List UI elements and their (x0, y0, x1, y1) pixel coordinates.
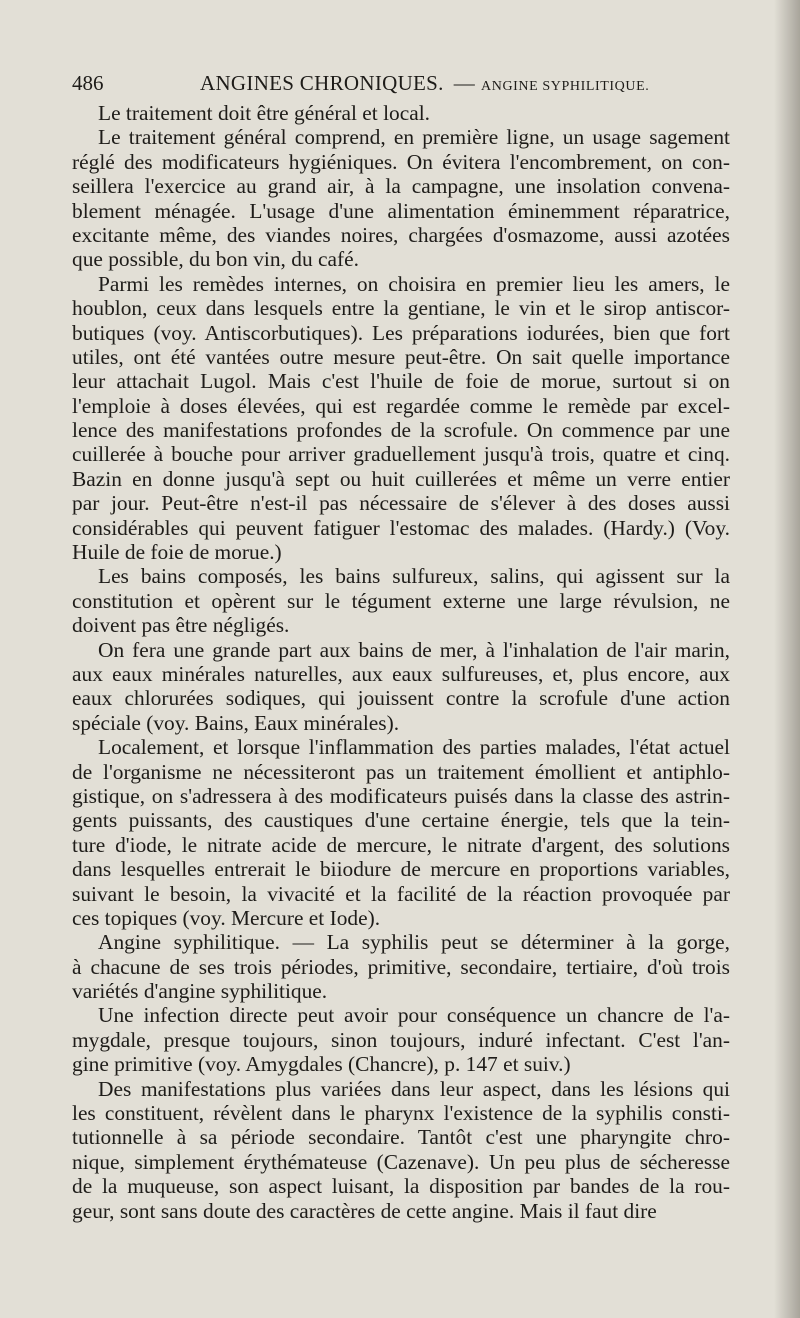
text-line: cuillerée à bouche pour arriver graduellement jusqu'à trois, quatre et cinq. (72, 442, 730, 467)
text-line: Angine syphilitique. — La syphilis peut se déterminer à la gorge, (98, 930, 730, 955)
text-line: dans lesquelles entrerait le biiodure de mercure en proportions variables, (72, 857, 730, 882)
text-line: eaux chlorurées sodiques, qui jouissent contre la scrofule d'une action (72, 686, 730, 711)
text-line: les constituent, révèlent dans le pharynx l'existence de la syphilis consti- (72, 1101, 730, 1126)
paragraph (72, 638, 730, 736)
text-line: On fera une grande part aux bains de mer, à l'inhalation de l'air marin, (98, 637, 730, 662)
text-line: geur, sont sans doute des caractères de cette angine. Mais il faut dire (72, 1198, 657, 1223)
text-line: blement ménagée. L'usage d'une alimentation éminemment réparatrice, (72, 198, 730, 223)
text-line: Une infection directe peut avoir pour conséquence un chancre de l'a- (98, 1003, 730, 1028)
text-line: à chacune de ses trois périodes, primitive, secondaire, tertiaire, d'où trois (72, 954, 730, 979)
text-line: gine primitive (voy. Amygdales (Chancre), p. 147 et suiv.) (72, 1052, 571, 1077)
paragraph (72, 125, 730, 271)
paragraph (72, 1003, 730, 1076)
text-line: aux eaux minérales naturelles, aux eaux sulfureuses, et, plus encore, aux (72, 661, 730, 686)
text-line: l'emploie à doses élevées, qui est regardée comme le remède par excel- (72, 393, 730, 418)
text-line: houblon, ceux dans lesquels entre la gentiane, le vin et le sirop antiscor- (72, 296, 730, 321)
running-title (200, 68, 649, 102)
text-line: Parmi les remèdes internes, on choisira en premier lieu les amers, le (98, 271, 730, 296)
text-line: par jour. Peut-être n'est-il pas nécessaire de s'élever à des doses aussi (72, 491, 730, 516)
text-line: constitution et opèrent sur le tégument externe une large révulsion, ne (72, 588, 730, 613)
paragraph (72, 101, 730, 125)
text-line: leur attachait Lugol. Mais c'est l'huile de foie de morue, surtout si on (72, 369, 730, 394)
text-line: Le traitement général comprend, en première ligne, un usage sagement (98, 125, 730, 150)
paragraph (72, 564, 730, 637)
text-line: tutionnelle à sa période secondaire. Tantôt c'est une pharyngite chro- (72, 1125, 730, 1150)
text-line: suivant le besoin, la vivacité et la facilité de la réaction provoquée par (72, 881, 730, 906)
text-line: que possible, du bon vin, du café. (72, 247, 359, 272)
text-line: considérables qui peuvent fatiguer l'estomac des malades. (Hardy.) (Voy. (72, 515, 730, 540)
text-line: lence des manifestations profondes de la scrofule. On commence par une (72, 418, 730, 443)
title-dash: — (453, 71, 476, 95)
text-line: gents puissants, des caustiques d'une certaine énergie, tels que la tein- (72, 808, 730, 833)
text-line: de la muqueuse, son aspect luisant, la disposition par bandes de la rou- (72, 1174, 730, 1199)
paragraph (72, 930, 730, 1003)
body-text (72, 101, 730, 1223)
text-line: Huile de foie de morue.) (72, 540, 282, 565)
text-line: butiques (voy. Antiscorbutiques). Les préparations iodurées, bien que fort (72, 320, 730, 345)
paragraph (72, 735, 730, 930)
text-line: spéciale (voy. Bains, Eaux minérales). (72, 710, 400, 735)
text-line: Le traitement doit être général et local. (98, 101, 430, 125)
text-line: mygdale, presque toujours, sinon toujours, induré infectant. C'est l'an- (72, 1027, 730, 1052)
section-subtitle: ANGINE SYPHILITIQUE. (481, 79, 650, 94)
text-line: doivent pas être négligés. (72, 613, 290, 638)
running-header (72, 68, 732, 98)
text-line: variétés d'angine syphilitique. (72, 979, 328, 1004)
text-line: excitante même, des viandes noires, chargées d'osmazome, aussi azotées (72, 222, 730, 247)
text-line: seillera l'exercice au grand air, à la campagne, une insolation convena- (72, 174, 730, 199)
text-line: Bazin en donne jusqu'à sept ou huit cuillerées et même un verre entier (72, 466, 730, 491)
text-line: Localement, et lorsque l'inflammation des parties malades, l'état actuel (98, 735, 730, 760)
text-line: réglé des modificateurs hygiéniques. On évitera l'encombrement, on con- (72, 149, 730, 174)
text-line: Les bains composés, les bains sulfureux, salins, qui agissent sur la (98, 564, 730, 589)
text-line: nique, simplement érythémateuse (Cazenave). Un peu plus de sécheresse (72, 1149, 730, 1174)
paragraph (72, 272, 730, 565)
text-line: utiles, ont été vantées outre mesure peut-être. On sait quelle importance (72, 344, 730, 369)
text-line: ture d'iode, le nitrate acide de mercure, le nitrate d'argent, des solutions (72, 832, 730, 857)
text-line: Des manifestations plus variées dans leur aspect, dans les lésions qui (98, 1076, 730, 1101)
text-line: ces topiques (voy. Mercure et Iode). (72, 905, 381, 930)
text-line: gistique, on s'adressera à des modificateurs puisés dans la classe des astrin- (72, 783, 730, 808)
chapter-title: ANGINES CHRONIQUES. (200, 71, 444, 95)
text-line: de l'organisme ne nécessiteront pas un traitement émollient et antiphlo- (72, 759, 730, 784)
page-number: 486 (72, 71, 104, 95)
paragraph (72, 1077, 730, 1223)
